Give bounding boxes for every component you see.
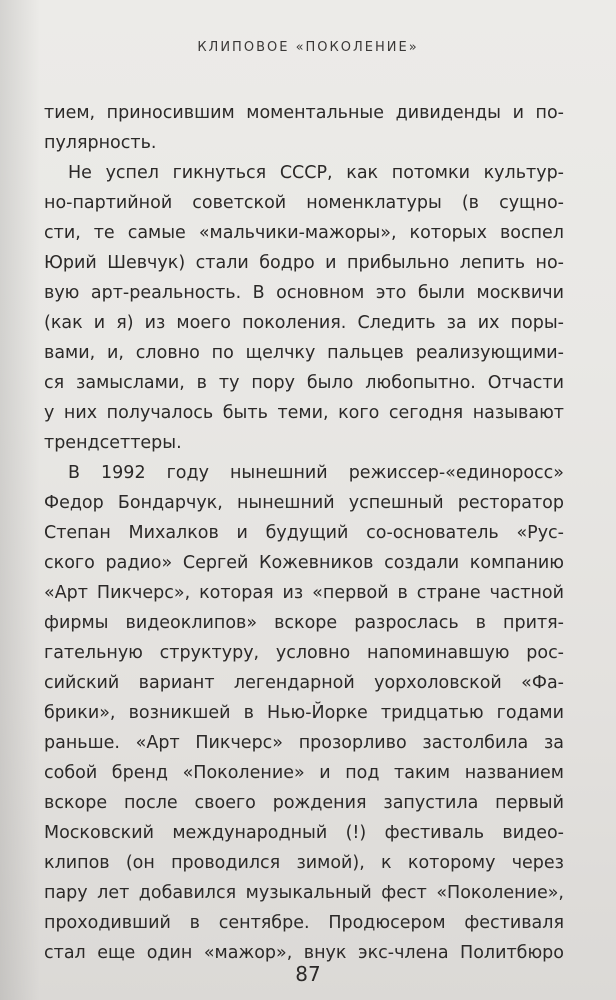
text-line: (как и я) из моего поколения. Следить за их поры- (44, 313, 564, 333)
text-line: стал еще один «мажор», внук экс-члена Политбюро (44, 943, 564, 963)
text-line: сийский вариант легендарной уорхоловской «Фа- (44, 673, 564, 693)
text-line: вами, и, словно по щелчку пальцев реализующими- (44, 343, 564, 363)
text-line: «Арт Пикчерс», которая из «первой в стране частной (44, 583, 564, 603)
text-line: у них получалось быть теми, кого сегодня называют (44, 403, 564, 423)
page-number: 87 (295, 962, 321, 986)
text-line: собой бренд «Поколение» и под таким названием (44, 763, 564, 783)
text-line: Юрий Шевчук) стали бодро и прибыльно лепить но- (44, 253, 564, 273)
page-gutter-shadow (0, 0, 40, 1000)
text-line: гательную структуру, условно напоминавшую рос- (44, 643, 564, 663)
text-line: фирмы видеоклипов» вскоре разрослась в притя- (44, 613, 564, 633)
running-head: КЛИПОВОЕ «ПОКОЛЕНИЕ» (197, 40, 419, 55)
text-line: В 1992 году нынешний режиссер-«единоросс» (68, 463, 564, 483)
text-line: проходивший в сентябре. Продюсером фестиваля (44, 913, 564, 933)
text-line: вую арт-реальность. В основном это были москвичи (44, 283, 564, 303)
text-line: ского радио» Сергей Кожевников создали компанию (44, 553, 564, 573)
text-line: раньше. «Арт Пикчерс» прозорливо застолбила за (44, 733, 564, 753)
text-line: трендсеттеры. (44, 433, 182, 453)
text-line: тием, приносившим моментальные дивиденды и по- (44, 103, 564, 123)
body-text (44, 98, 564, 968)
text-line: клипов (он проводился зимой), к которому через (44, 853, 564, 873)
text-line: Не успел гикнуться СССР, как потомки культур- (68, 163, 564, 183)
text-line: брики», возникшей в Нью-Йорке тридцатью годами (44, 703, 564, 723)
text-line: Московский международный (!) фестиваль видео- (44, 823, 564, 843)
text-line: сти, те самые «мальчики-мажоры», которых воспел (44, 223, 564, 243)
text-line: Степан Михалков и будущий со-основатель «Рус- (44, 523, 564, 543)
text-line: пару лет добавился музыкальный фест «Поколение», (44, 883, 564, 903)
text-line: ся замыслами, в ту пору было любопытно. Отчасти (44, 373, 564, 393)
text-line: пулярность. (44, 133, 157, 153)
text-line: вскоре после своего рождения запустила первый (44, 793, 564, 813)
text-line: но-партийной советской номенклатуры (в сущно- (44, 193, 564, 213)
text-line: Федор Бондарчук, нынешний успешный ресторатор (44, 493, 564, 513)
